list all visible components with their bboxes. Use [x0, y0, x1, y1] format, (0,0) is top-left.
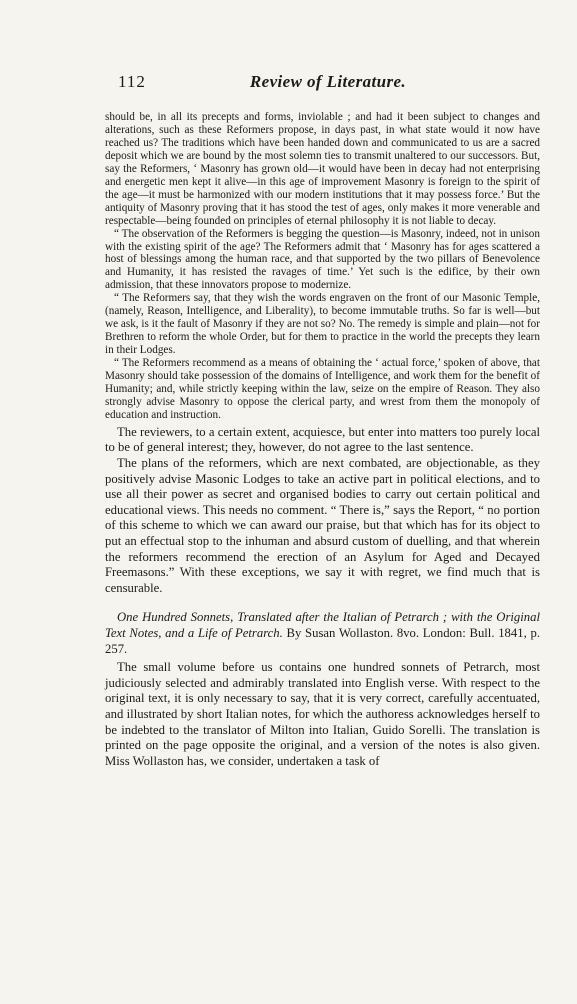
commentary-paragraph: The plans of the reformers, which are next combated, are objectionable, as they positively advise Masonic Lodges to take an active part in political elections, and to use all their power as secret and organised bodies to carry out certain political and educational views. This needs no comment. “ There is,” says the Report, “ no portion of this scheme to which we can award our praise, but that which has for its object to put an effectual stop to the inhuman and absurd custom of duelling, and that wherein the reformers recommend the erection of an Asylum for Aged and Decayed Freemasons.” With these exceptions, we say it with regret, we find much that is censurable.	[105, 456, 540, 595]
quoted-report-paragraph: “ The Reformers recommend as a means of obtaining the ‘ actual force,’ spoken of above, that Masonry should take possession of the domains of Intelligence, and work them for the benefit of Humanity; and, while strictly keeping within the law, seize on the empire of Reason. They also strongly advise Masonry to oppose the clerical party, and wrest from them the monopoly of education and instruction.	[105, 357, 540, 421]
review-book-details: By Susan Wollaston. 8vo. London: Bull. 1841, p. 257.	[105, 626, 540, 656]
running-title: Review of Literature.	[249, 72, 407, 91]
review-paragraph: The small volume before us contains one hundred sonnets of Petrarch, most judiciously selected and admirably translated into English verse. With respect to the original text, it is only necessary to say, that it is very correct, carefully accentuated, and illustrated by short Italian notes, for which the authoress acknowledges herself to be indebted to the translator of Milton into Italian, Guido Sorelli. The translation is printed on the page opposite the original, and a version of the notes is also given. Miss Wollaston has, we consider, undertaken a task of	[105, 660, 540, 768]
quoted-report-paragraph: “ The Reformers say, that they wish the words engraven on the front of our Masonic Temple, (namely, Reason, Intelligence, and Liberality), to become immutable truths. So far is well—but we ask, is it the fault of Masonry if they are not so? No. The remedy is simple and plain—not for Brethren to reform the whole Order, but for them to practice in the world the precepts they learn in their Lodges.	[105, 292, 540, 357]
quoted-report-paragraph: “ The observation of the Reformers is begging the question—is Masonry, indeed, not in unison with the existing spirit of the age? The Reformers admit that ‘ Masonry has for ages scattered a host of blessings among the human race, and that supported by the two pillars of Benevolence and Humanity, it has resisted the ravages of time.’ Yet such is the edifice, by their own admission, that these innovators propose to modernize.	[105, 227, 540, 292]
commentary-paragraph: The reviewers, to a certain extent, acquiesce, but enter into matters too purely local to be of general interest; they, however, do not agree to the last sentence.	[105, 424, 540, 455]
page-header	[118, 72, 538, 96]
quoted-report-paragraph: should be, in all its precepts and forms, inviolable ; and had it been subject to changes and alterations, such as these Reformers propose, in days past, in what state would it now have reached us? The traditions which have been handed down and communicated to us are a sacred deposit which we are bound by the most solemn ties to transmit unaltered to our successors. But, say the Reformers, ‘ Masonry has grown old—it would have been in decay had not enterprising and energetic men kept it alive—in this age of improvement Masonry is foreign to the spirit of the age—it must be harmonized with our modern institutions that it may possess force.’ But the antiquity of Masonry proving that it has stood the test of ages, only makes it more venerable and respectable—being founded on principles of eternal philosophy it is not liable to decay.	[105, 111, 540, 227]
page-number: 112	[118, 72, 146, 91]
page-body	[105, 111, 540, 769]
review-book-title: One Hundred Sonnets, Translated after the Italian of Petrarch ; with the Original Text Notes, and a Life of Petrarch.	[105, 610, 540, 640]
review-heading	[105, 610, 540, 657]
